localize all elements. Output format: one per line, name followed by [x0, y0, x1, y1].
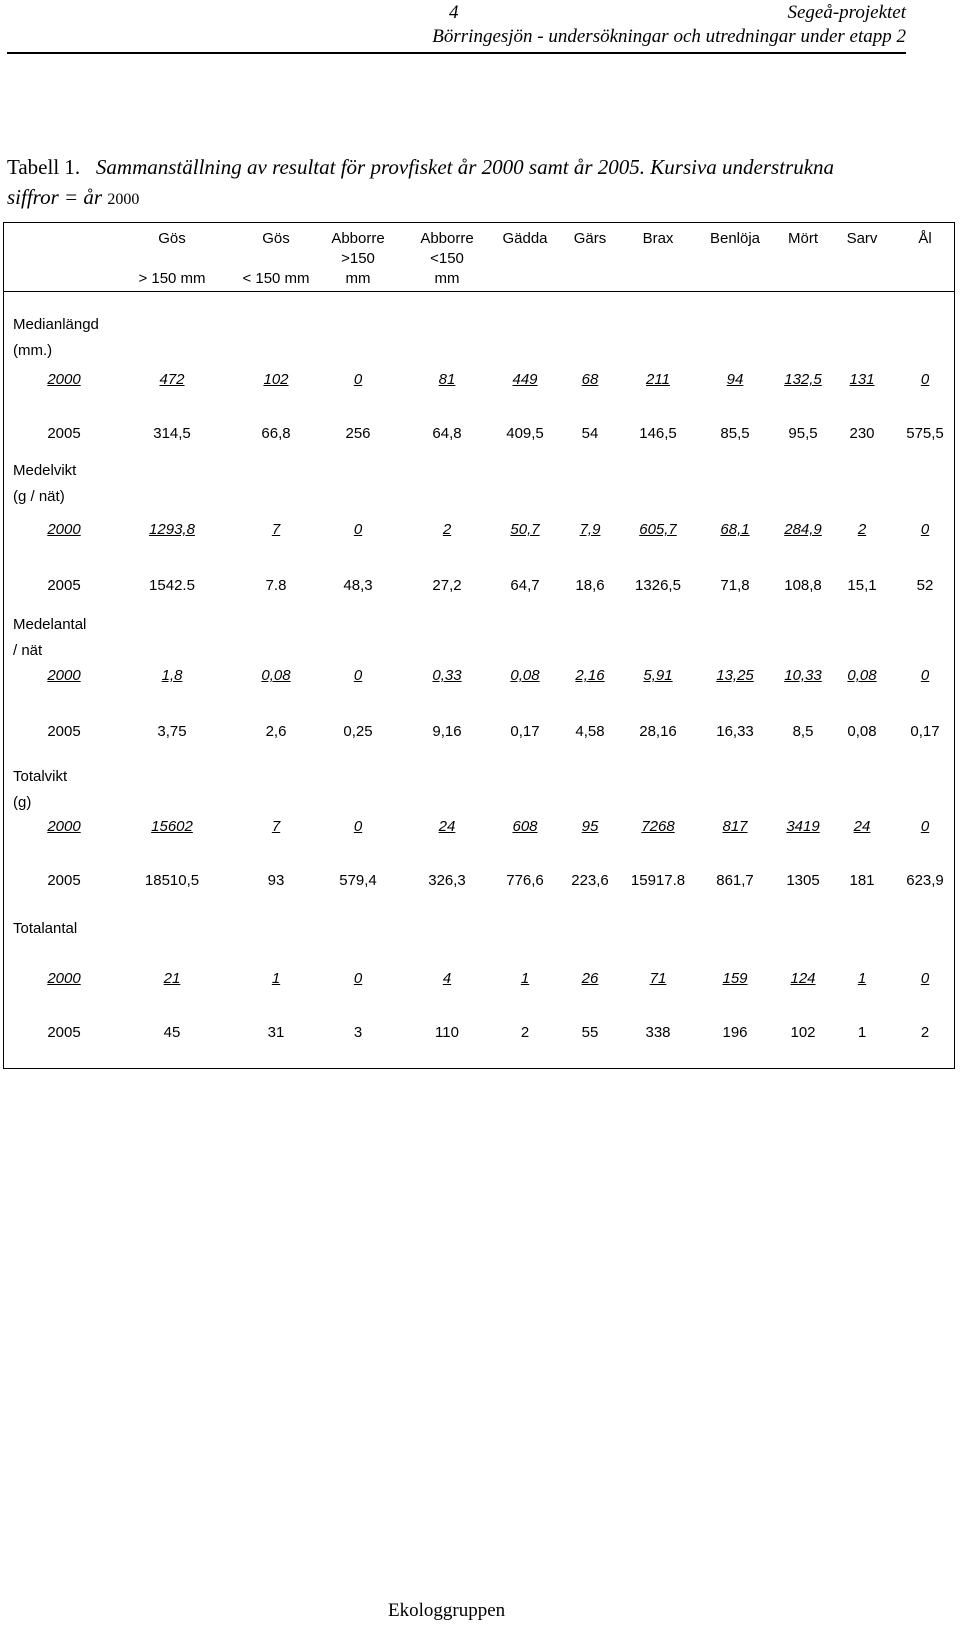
row-year: 2000 [47, 667, 81, 684]
table-cell: 18,6 [575, 577, 605, 594]
table-cell: 95,5 [788, 425, 818, 442]
table-caption [7, 152, 887, 215]
column-header-line3: > 150 mm [138, 270, 206, 287]
table-cell: 132,5 [784, 371, 822, 388]
table-cell: 7.8 [265, 577, 287, 594]
table-cell: 1 [271, 970, 281, 987]
section-title: Medelvikt [13, 462, 77, 479]
table-cell: 64,8 [432, 425, 462, 442]
table-cell: 4 [442, 970, 452, 987]
row-year: 2000 [47, 818, 81, 835]
table-cell: 8,5 [792, 723, 814, 740]
table-cell: 68 [581, 371, 599, 388]
table-cell: 0,08 [847, 667, 877, 684]
table-cell: 2 [857, 521, 867, 538]
table-cell: 102 [790, 1024, 816, 1041]
table-cell: 579,4 [339, 872, 377, 889]
table-cell: 15917.8 [630, 872, 686, 889]
section-title: (g) [13, 794, 32, 811]
table-cell: 1326,5 [635, 577, 681, 594]
table-cell: 102 [263, 371, 289, 388]
table-cell: 0,33 [432, 667, 462, 684]
table-cell: 15602 [151, 818, 193, 835]
table-cell: 2,16 [575, 667, 605, 684]
table-cell: 1542.5 [149, 577, 195, 594]
table-cell: 31 [267, 1024, 285, 1041]
table-cell: 15,1 [847, 577, 877, 594]
table-cell: 623,9 [906, 872, 944, 889]
table-cell: 7 [271, 521, 281, 538]
column-header-line1: Sarv [846, 230, 878, 247]
table-cell: 7 [271, 818, 281, 835]
table-cell: 24 [853, 818, 871, 835]
table-cell: 0,08 [510, 667, 540, 684]
table-cell: 1 [857, 1024, 867, 1041]
footer-company: Ekologgruppen [388, 1600, 506, 1621]
table-cell: 68,1 [720, 521, 750, 538]
table-cell: 605,7 [639, 521, 677, 538]
header-divider [7, 52, 906, 54]
caption-year: 2000 [107, 191, 140, 208]
table-cell: 81 [438, 371, 456, 388]
table-header-divider [4, 291, 954, 292]
table-cell: 1293,8 [149, 521, 195, 538]
table-cell: 0,08 [847, 723, 877, 740]
table-cell: 776,6 [506, 872, 544, 889]
table-cell: 64,7 [510, 577, 540, 594]
table-cell: 1305 [786, 872, 820, 889]
table-cell: 409,5 [506, 425, 544, 442]
table-cell: 2 [442, 521, 452, 538]
table-cell: 2,6 [265, 723, 287, 740]
row-year: 2005 [47, 723, 81, 740]
table-cell: 196 [722, 1024, 748, 1041]
table-cell: 861,7 [716, 872, 754, 889]
table-cell: 449 [512, 371, 538, 388]
table-cell: 26 [581, 970, 599, 987]
column-header-line1: Benlöja [709, 230, 761, 247]
table-cell: 608 [512, 818, 538, 835]
table-cell: 181 [849, 872, 875, 889]
row-year: 2000 [47, 371, 81, 388]
table-cell: 7,9 [579, 521, 601, 538]
results-table [3, 222, 955, 1069]
table-cell: 16,33 [716, 723, 754, 740]
table-cell: 1,8 [161, 667, 183, 684]
column-header-line2: >150 [341, 250, 375, 267]
table-cell: 223,6 [571, 872, 609, 889]
column-header-line1: Gärs [573, 230, 607, 247]
table-cell: 159 [722, 970, 748, 987]
table-cell: 1 [857, 970, 867, 987]
table-cell: 326,3 [428, 872, 466, 889]
project-name: Segeå-projektet [787, 2, 906, 23]
table-cell: 256 [345, 425, 371, 442]
table-cell: 0 [920, 521, 930, 538]
row-year: 2000 [47, 521, 81, 538]
table-cell: 0 [353, 521, 363, 538]
table-cell: 9,16 [432, 723, 462, 740]
table-cell: 10,33 [784, 667, 822, 684]
table-cell: 3 [353, 1024, 363, 1041]
column-header-line2: <150 [430, 250, 464, 267]
column-header-line1: Gös [158, 230, 186, 247]
table-cell: 0 [353, 667, 363, 684]
table-cell: 4,58 [575, 723, 605, 740]
table-cell: 71 [649, 970, 667, 987]
row-year: 2005 [47, 1024, 81, 1041]
table-cell: 110 [435, 1024, 459, 1041]
table-cell: 108,8 [784, 577, 822, 594]
table-cell: 230 [849, 425, 875, 442]
column-header-line1: Brax [642, 230, 674, 247]
column-header-line1: Abborre [420, 230, 474, 247]
table-cell: 284,9 [784, 521, 822, 538]
table-cell: 21 [163, 970, 181, 987]
table-cell: 48,3 [343, 577, 373, 594]
caption-label: Tabell 1. [7, 155, 81, 179]
table-cell: 28,16 [639, 723, 677, 740]
table-cell: 0 [920, 818, 930, 835]
table-cell: 85,5 [720, 425, 750, 442]
table-cell: 0 [353, 818, 363, 835]
table-cell: 575,5 [906, 425, 944, 442]
column-header-line3: mm [434, 270, 460, 287]
column-header-line1: Abborre [331, 230, 385, 247]
table-cell: 2 [920, 1024, 930, 1041]
row-year: 2005 [47, 425, 81, 442]
table-cell: 146,5 [639, 425, 677, 442]
table-cell: 13,25 [716, 667, 754, 684]
table-cell: 0 [920, 667, 930, 684]
table-cell: 5,91 [643, 667, 673, 684]
report-subtitle: Börringesjön - undersökningar och utredningar under etapp 2 [432, 26, 906, 47]
section-title: / nät [13, 642, 43, 659]
table-cell: 314,5 [153, 425, 191, 442]
column-header-line1: Gös [262, 230, 290, 247]
column-header-line1: Mört [788, 230, 818, 247]
table-cell: 45 [163, 1024, 181, 1041]
table-cell: 0,25 [343, 723, 373, 740]
table-cell: 0,17 [510, 723, 540, 740]
section-title: Medianlängd [13, 316, 99, 333]
column-header-line1: Ål [918, 230, 932, 247]
table-cell: 0,17 [910, 723, 940, 740]
table-cell: 472 [159, 371, 185, 388]
section-title: Totalantal [13, 920, 78, 937]
table-cell: 3419 [786, 818, 820, 835]
table-cell: 50,7 [510, 521, 540, 538]
table-cell: 24 [438, 818, 456, 835]
section-title: (g / nät) [13, 488, 65, 505]
column-header-line1: Gädda [502, 230, 548, 247]
column-header-line3: mm [345, 270, 371, 287]
page-number: 4 [449, 2, 459, 23]
table-cell: 131 [849, 371, 875, 388]
table-cell: 94 [726, 371, 744, 388]
table-cell: 0,08 [261, 667, 291, 684]
table-cell: 7268 [641, 818, 675, 835]
table-cell: 55 [581, 1024, 599, 1041]
table-cell: 52 [916, 577, 934, 594]
table-cell: 211 [646, 371, 670, 388]
table-cell: 66,8 [261, 425, 291, 442]
table-cell: 1 [520, 970, 530, 987]
table-cell: 124 [790, 970, 816, 987]
table-cell: 71,8 [720, 577, 750, 594]
section-title: (mm.) [13, 342, 53, 359]
table-cell: 2 [520, 1024, 530, 1041]
row-year: 2005 [47, 577, 81, 594]
table-cell: 817 [722, 818, 748, 835]
section-title: Medelantal [13, 616, 87, 633]
column-header-line3: < 150 mm [242, 270, 310, 287]
table-cell: 0 [353, 970, 363, 987]
table-cell: 0 [920, 970, 930, 987]
table-cell: 0 [920, 371, 930, 388]
table-cell: 95 [581, 818, 599, 835]
table-cell: 338 [645, 1024, 671, 1041]
table-cell: 18510,5 [144, 872, 200, 889]
section-title: Totalvikt [13, 768, 68, 785]
row-year: 2005 [47, 872, 81, 889]
table-cell: 0 [353, 371, 363, 388]
table-cell: 3,75 [157, 723, 187, 740]
table-cell: 27,2 [432, 577, 462, 594]
table-cell: 54 [581, 425, 599, 442]
row-year: 2000 [47, 970, 81, 987]
table-cell: 93 [267, 872, 285, 889]
caption-text: Sammanställning av resultat för provfisket år 2000 samt år 2005. Kursiva understrukna siffror = år [7, 155, 835, 209]
